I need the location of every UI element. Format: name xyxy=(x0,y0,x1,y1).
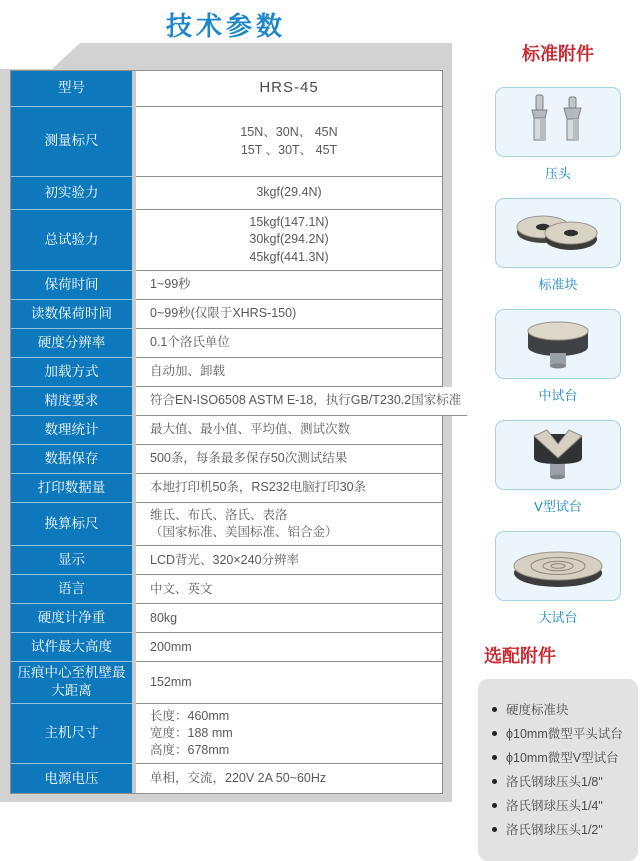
optional-item xyxy=(490,703,632,718)
optional-item xyxy=(490,727,632,742)
spec-row-value: LCD背光、320×240分辨率 xyxy=(136,546,442,575)
bullet-icon xyxy=(492,779,497,784)
spec-row-label: 总试验力 xyxy=(11,210,132,271)
v-test-table-image xyxy=(503,424,613,486)
spec-row-value: 1~99秒 xyxy=(136,271,442,300)
optional-item-label: ϕ10mm微型V型试台 xyxy=(506,751,619,765)
spec-table-row xyxy=(11,107,442,177)
optional-item-label: 硬度标准块 xyxy=(506,703,569,717)
spec-table-row xyxy=(11,633,442,662)
spec-row-label: 电源电压 xyxy=(11,764,132,793)
spec-row-value: 15N、30N、 45N 15T 、30T、 45T xyxy=(136,107,442,177)
spec-row-value: 200mm xyxy=(136,633,442,662)
spec-table-row xyxy=(11,71,442,107)
spec-table xyxy=(10,70,462,794)
spec-row-label: 语言 xyxy=(11,575,132,604)
bullet-icon xyxy=(492,731,497,736)
spec-row-value: 符合EN-ISO6508 ASTM E-18，执行GB/T230.2国家标准 xyxy=(136,387,467,416)
indenter-photo xyxy=(495,87,621,157)
spec-row-value: 最大值、最小值、平均值、测试次数 xyxy=(136,416,442,445)
spec-row-label: 初实验力 xyxy=(11,177,132,210)
spec-table-row xyxy=(11,764,442,793)
bullet-icon xyxy=(492,755,497,760)
spec-table-row xyxy=(11,503,442,547)
spec-row-value: 0~99秒(仅限于XHRS-150) xyxy=(136,300,442,329)
bullet-icon xyxy=(492,707,497,712)
optional-item xyxy=(490,775,632,790)
spec-row-label: 试件最大高度 xyxy=(11,633,132,662)
spec-row-label: 主机尺寸 xyxy=(11,704,132,765)
standard-block-photo xyxy=(495,198,621,268)
standard-block-label: 标准块 xyxy=(538,277,578,292)
spec-table-row xyxy=(11,575,442,604)
spec-row-label: 数理统计 xyxy=(11,416,132,445)
spec-table-row xyxy=(11,474,442,503)
large-test-table-photo xyxy=(495,531,621,601)
spec-row-label: 读数保荷时间 xyxy=(11,300,132,329)
spec-row-label: 压痕中心至机壁最大距离 xyxy=(11,662,132,703)
large-test-table-image xyxy=(503,535,613,597)
spec-table-row xyxy=(11,445,442,474)
spec-row-label: 型号 xyxy=(11,71,132,107)
spec-row-label: 硬度分辨率 xyxy=(11,329,132,358)
optional-item xyxy=(490,799,632,814)
spec-row-label: 显示 xyxy=(11,546,132,575)
spec-table-row xyxy=(11,300,442,329)
optional-item xyxy=(490,823,632,838)
v-test-table-label: V型试台 xyxy=(534,499,582,514)
optional-item-label: 洛氏钢球压头1/2" xyxy=(506,823,603,837)
optional-item xyxy=(490,751,632,766)
spec-row-value: 中文、英文 xyxy=(136,575,442,604)
bullet-icon xyxy=(492,803,497,808)
bullet-icon xyxy=(492,827,497,832)
spec-row-label: 保荷时间 xyxy=(11,271,132,300)
standard-accessories-title: 标准附件 xyxy=(522,44,594,64)
medium-test-table-image xyxy=(503,313,613,375)
spec-row-value: 500条，每条最多保存50次测试结果 xyxy=(136,445,442,474)
accessories-column xyxy=(478,40,638,861)
spec-table-row xyxy=(11,271,442,300)
page-title: 技术参数 xyxy=(165,11,286,41)
optional-item-label: 洛氏钢球压头1/8" xyxy=(506,775,603,789)
spec-row-label: 测量标尺 xyxy=(11,107,132,177)
spec-table-row xyxy=(11,704,442,765)
spec-row-value: 长度：460mm 宽度：188 mm 高度：678mm xyxy=(136,704,442,765)
spec-row-label: 精度要求 xyxy=(11,387,132,416)
spec-row-value: HRS-45 xyxy=(136,71,442,107)
spec-table-row xyxy=(11,416,442,445)
spec-table-row xyxy=(11,177,442,210)
spec-row-value: 80kg xyxy=(136,604,442,633)
spec-row-label: 换算标尺 xyxy=(11,503,132,547)
spec-table-row xyxy=(11,662,442,703)
spec-row-value: 0.1个洛氏单位 xyxy=(136,329,442,358)
spec-table-row xyxy=(11,329,442,358)
indenter-image xyxy=(503,91,613,153)
spec-row-value: 15kgf(147.1N) 30kgf(294.2N) 45kgf(441.3N) xyxy=(136,210,442,271)
spec-table-row xyxy=(11,210,442,271)
spec-row-label: 打印数据量 xyxy=(11,474,132,503)
spec-row-value: 3kgf(29.4N) xyxy=(136,177,442,210)
optional-item-label: 洛氏钢球压头1/4" xyxy=(506,799,603,813)
optional-item-label: ϕ10mm微型平头试台 xyxy=(506,727,623,741)
spec-row-value: 自动加、卸载 xyxy=(136,358,442,387)
spec-row-label: 加载方式 xyxy=(11,358,132,387)
spec-table-row xyxy=(11,387,462,416)
indenter-label: 压头 xyxy=(544,166,571,181)
v-test-table-photo xyxy=(495,420,621,490)
large-test-table-label: 大试台 xyxy=(538,610,578,625)
medium-test-table-label: 中试台 xyxy=(538,388,578,403)
spec-table-row xyxy=(11,358,442,387)
spec-row-value: 单相，交流，220V 2A 50~60Hz xyxy=(136,764,442,793)
optional-accessories-box xyxy=(478,679,638,861)
spec-table-row xyxy=(11,604,442,633)
spec-row-value: 维氏、布氏、洛氏、表洛 （国家标准、美国标准、铝合金） xyxy=(136,503,442,547)
spec-row-value: 本地打印机50条，RS232电脑打印30条 xyxy=(136,474,442,503)
standard-block-image xyxy=(503,202,613,264)
spec-table-row xyxy=(11,546,442,575)
medium-test-table-photo xyxy=(495,309,621,379)
spec-row-value: 152mm xyxy=(136,662,442,703)
spec-row-label: 数据保存 xyxy=(11,445,132,474)
spec-row-label: 硬度计净重 xyxy=(11,604,132,633)
optional-accessories-title: 选配附件 xyxy=(484,646,556,666)
